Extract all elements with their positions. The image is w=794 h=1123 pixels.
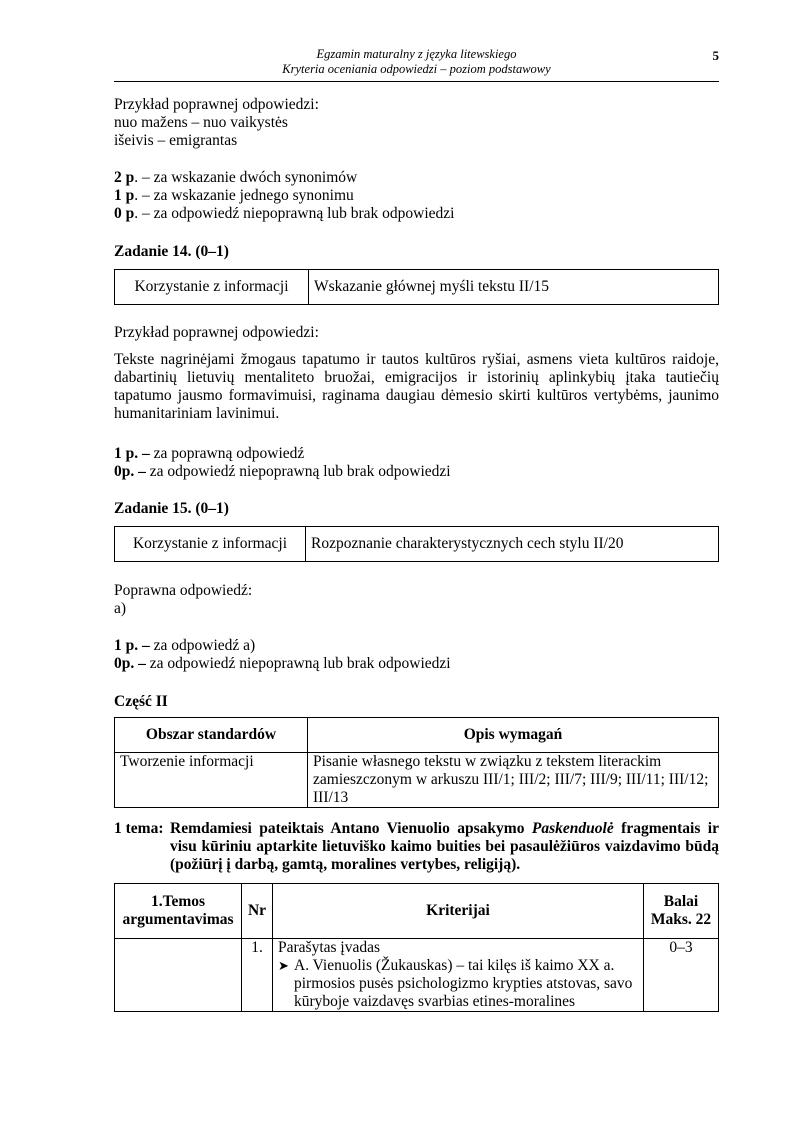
header-line-2: Kryteria oceniania odpowiedzi – poziom podstawowy [282, 62, 551, 76]
part2-title: Część II [114, 693, 168, 710]
table-cell-category: Tworzenie informacji [115, 753, 308, 808]
table-cell-requirement: Pisanie własnego tekstu w związku z tekstem literackim zamieszczonym w arkuszu III/1; III/2; III/7; III/9; III/11; III/12; III/13 [308, 753, 719, 808]
column-header: Nr [242, 884, 273, 939]
score-text: za odpowiedź a) [149, 637, 256, 654]
score-points: 0p. – [114, 463, 146, 480]
table-cell-requirement: Wskazanie głównej myśli tekstu II/15 [309, 270, 719, 305]
score-line [114, 637, 719, 655]
score-text: . – za wskazanie jednego synonimu [134, 187, 354, 204]
score-text: . – za odpowiedź niepoprawną lub brak odpowiedzi [134, 205, 455, 222]
score-text: za odpowiedź niepoprawną lub brak odpowiedzi [145, 463, 451, 480]
table-row [115, 753, 719, 808]
score-points: 1 p. – [114, 637, 150, 654]
table-cell-category: Korzystanie z informacji [115, 270, 309, 305]
score-text: . – za wskazanie dwóch synonimów [134, 169, 358, 186]
score-line [114, 463, 719, 481]
table-row [115, 527, 719, 562]
page-number: 5 [712, 48, 719, 63]
task13-scoring [114, 169, 719, 223]
criteria-title: Parašytas įvadas [278, 939, 381, 956]
table-row [115, 270, 719, 305]
task14-title: Zadanie 14. (0–1) [114, 243, 229, 260]
column-header: Opis wymagań [308, 718, 719, 753]
task15-scoring [114, 637, 719, 673]
example-label: Przykład poprawnej odpowiedzi: [114, 96, 319, 113]
score-points: 0p. – [114, 655, 146, 672]
column-header: 1.Temos argumentavimas [115, 884, 242, 939]
task15-title: Zadanie 15. (0–1) [114, 500, 229, 517]
topic-text-part: fragmentais ir visu kūriniu aptarkite lietuviško kaimo buities bei pasaulėžiūros vaizdavimo būdą (požiūrį į darbą, gamtą, moralines vertybes, religiją). [170, 820, 719, 873]
score-points: 1 p. – [114, 445, 150, 462]
essay-topic [114, 820, 719, 874]
score-line [114, 187, 719, 205]
example-line-1: nuo mažens – nuo vaikystės [114, 114, 288, 131]
answer-label: Poprawna odpowiedź: [114, 582, 253, 599]
topic-label: 1 tema: [114, 820, 164, 837]
header-lines [114, 47, 719, 77]
task14-table [114, 269, 719, 305]
table-cell-nr: 1. [242, 939, 273, 1012]
arrow-bullet-icon: ➤ [278, 958, 289, 973]
criteria-bullet-text: A. Vienuolis (Žukauskas) – tai kilęs iš kaimo XX a. pirmosios pusės psichologizmo krypties atstovas, savo kūryboje vaizdavęs svarbias etines-moralines [294, 957, 633, 1010]
task14-scoring [114, 445, 719, 481]
task14-answer: Tekste nagrinėjami žmogaus tapatumo ir tautos kultūros ryšiai, asmens vieta kultūros raidoje, dabartinių lietuvių mentaliteto bruožai, emigracijos ir istorinių aplinkybių įtaka tautiečių tapatumo jausmo formavimuisi, raginama daugiau dėmesio skirti kultūros vertybėms, jaunimo humanitariniam lavinimui. [114, 351, 719, 422]
table-cell-empty [115, 939, 242, 1012]
table-cell-requirement: Rozpoznanie charakterystycznych cech stylu II/20 [306, 527, 719, 562]
table-header-row [115, 718, 719, 753]
answer-value: a) [114, 600, 127, 617]
criteria-table [114, 883, 719, 1012]
task13-example [114, 96, 719, 150]
column-header: Kriterijai [273, 884, 644, 939]
part2-table [114, 717, 719, 808]
page-header [114, 47, 719, 82]
criteria-bullet-item [278, 957, 638, 1011]
score-text: za poprawną odpowiedź [149, 445, 305, 462]
score-line [114, 169, 719, 187]
score-text: za odpowiedź niepoprawną lub brak odpowiedzi [145, 655, 451, 672]
score-line [114, 205, 719, 223]
table-cell-criteria [273, 939, 644, 1012]
task15-table [114, 526, 719, 562]
score-points: 1 p [114, 187, 135, 204]
column-header: Obszar standardów [115, 718, 308, 753]
topic-text [170, 820, 719, 874]
task14-example-label: Przykład poprawnej odpowiedzi: [114, 324, 319, 341]
table-header-row [115, 884, 719, 939]
table-cell-category: Korzystanie z informacji [115, 527, 306, 562]
score-line [114, 655, 719, 673]
score-line [114, 445, 719, 463]
example-line-2: išeivis – emigrantas [114, 132, 238, 149]
column-header: Balai Maks. 22 [644, 884, 719, 939]
score-points: 2 p [114, 169, 135, 186]
work-title: Paskenduolė [531, 820, 614, 837]
task15-answer-block [114, 582, 719, 618]
header-line-1: Egzamin maturalny z języka litewskiego [316, 47, 517, 61]
table-cell-points: 0–3 [644, 939, 719, 1012]
topic-text-part: Remdamiesi pateiktais Antano Vienuolio apsakymo [170, 820, 532, 837]
score-points: 0 p [114, 205, 135, 222]
table-row [115, 939, 719, 1012]
